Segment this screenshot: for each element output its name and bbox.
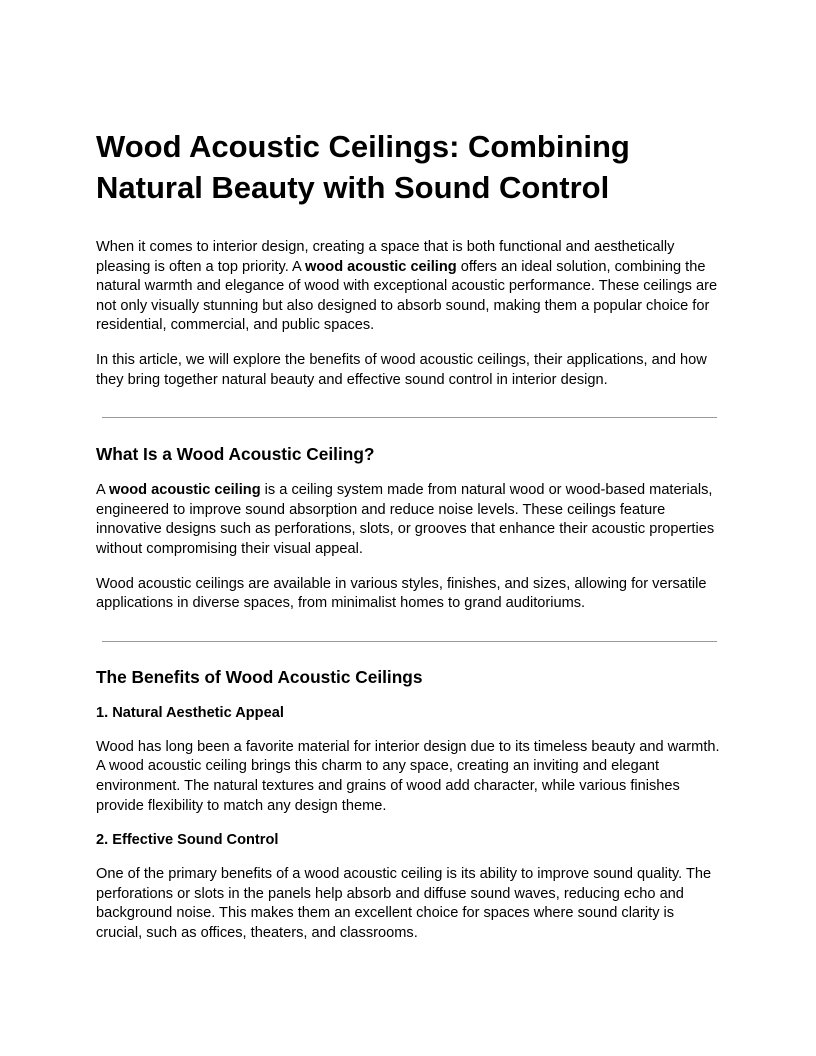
intro-paragraph-1 — [96, 238, 720, 336]
document-title: Wood Acoustic Ceilings: Combining Natural Beauty with Sound Control — [96, 129, 630, 205]
intro-text-after: offers an ideal solution, combining the natural warmth and elegance of wood with exceptional acoustic performance. These ceilings are not only visually stunning but also designed to absorb sound, making them a popular choice for residential, commercial, and public spaces. — [96, 258, 718, 334]
subheading-sound-control: 2. Effective Sound Control — [96, 832, 279, 849]
intro-paragraph-2: In this article, we will explore the benefits of wood acoustic ceilings, their applications, and how they bring together natural beauty and effective sound control in interior design. — [96, 351, 707, 388]
section-heading-benefits: The Benefits of Wood Acoustic Ceilings — [96, 666, 423, 687]
subheading-natural-aesthetic: 1. Natural Aesthetic Appeal — [96, 704, 284, 721]
section1-keyword: wood acoustic ceiling — [108, 482, 261, 499]
section-divider-2 — [102, 641, 717, 642]
section-divider-1 — [102, 417, 717, 418]
document-page — [96, 126, 720, 943]
sound-control-paragraph: One of the primary benefits of a wood acoustic ceiling is its ability to improve sound quality. The perforations or slots in the panels help absorb and diffuse sound waves, reducing echo and background noise. This makes them an excellent choice for spaces where sound clarity is crucial, such as offices, theaters, and classrooms. — [96, 866, 712, 941]
section1-paragraph-2: Wood acoustic ceilings are available in various styles, finishes, and sizes, allowing for versatile applications in diverse spaces, from minimalist homes to grand auditoriums. — [96, 575, 707, 612]
intro-keyword: wood acoustic ceiling — [305, 258, 457, 275]
section1-text-before: A — [96, 482, 109, 499]
section-heading-what-is: What Is a Wood Acoustic Ceiling? — [96, 444, 375, 465]
section1-paragraph-1 — [96, 481, 720, 559]
intro-text-before: When it comes to interior design, creating a space that is both functional and aesthetically pleasing is often a top priority. A — [96, 239, 675, 275]
section1-text-after: is a ceiling system made from natural wood or wood-based materials, engineered to improve sound absorption and reduce noise levels. These ceilings feature innovative designs such as perforations, slots, or grooves that enhance their acoustic properties without compromising their visual appeal. — [96, 482, 715, 557]
natural-aesthetic-paragraph: Wood has long been a favorite material for interior design due to its timeless beauty and warmth. A wood acoustic ceiling brings this charm to any space, creating an inviting and elegant environment. The natural textures and grains of wood add character, while various finishes provide flexibility to match any design theme. — [96, 738, 720, 814]
